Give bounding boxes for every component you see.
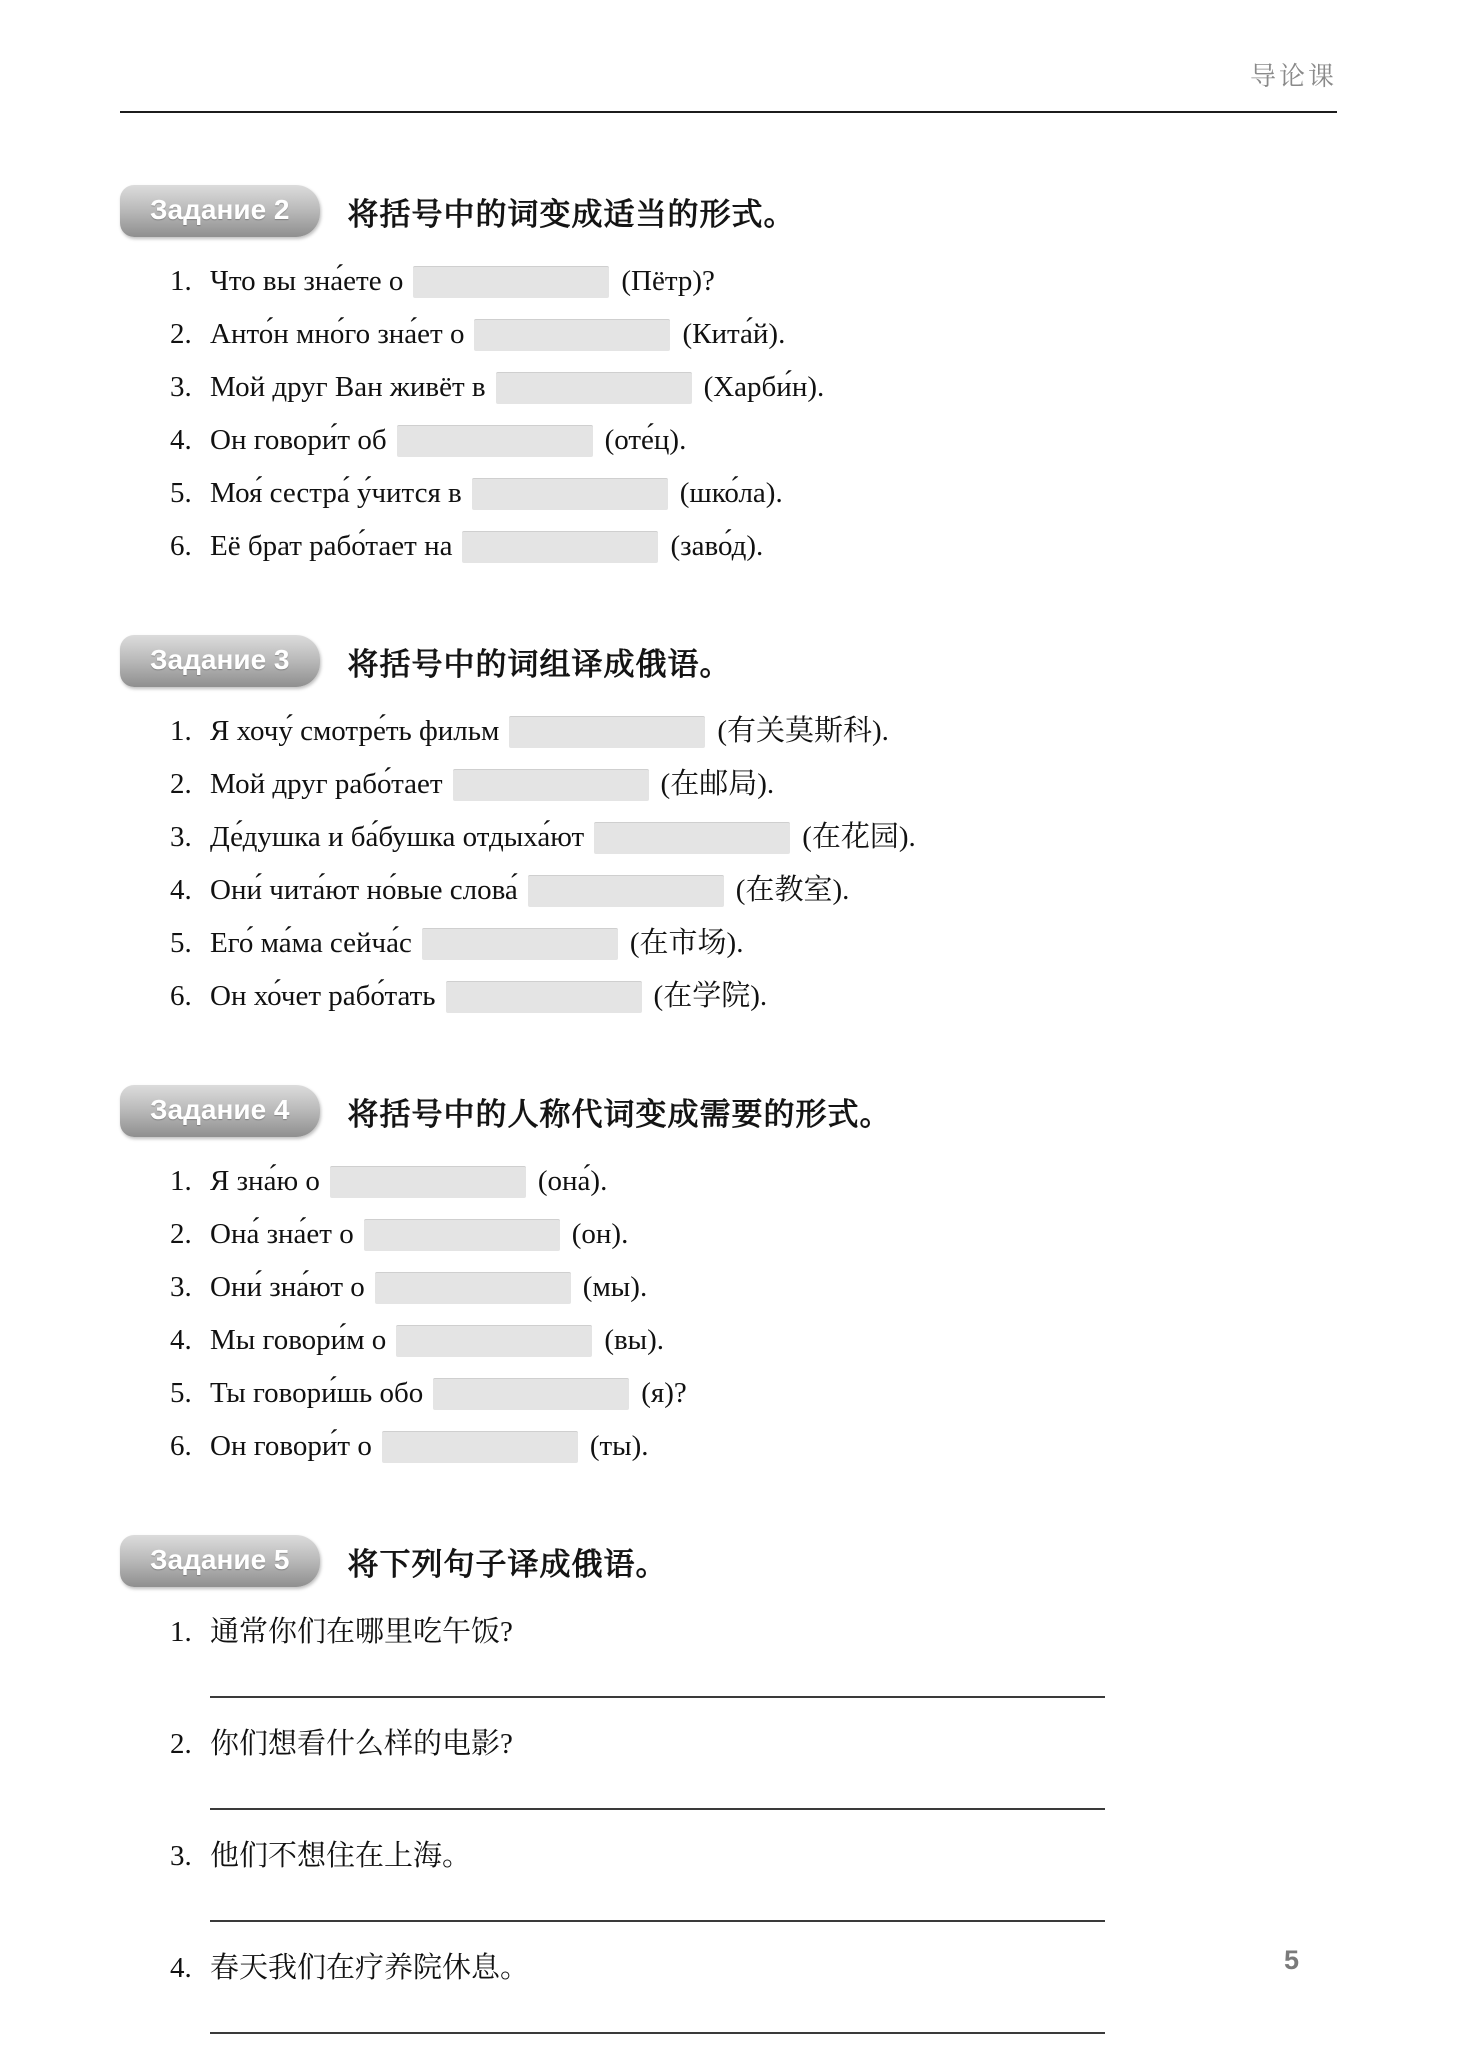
item-sentence [170,1950,1337,1986]
exercise-section [120,635,1337,1013]
item-text-before: Мой друг Ван живёт в [210,371,486,403]
answer-line [210,1920,1105,1922]
item-text-before: Де́душка и ба́бушка отдыха́ют [210,821,585,853]
item-number: 2. [170,318,192,350]
exercise-item [170,979,1337,1013]
task-badge: Задание 2 [120,185,320,237]
fill-in-blank [397,425,593,457]
exercise-item [170,264,1337,298]
item-text: 春天我们在疗养院休息。 [210,1952,530,1984]
item-number: 3. [170,821,192,853]
item-number: 1. [170,715,192,747]
fill-in-blank [422,928,618,960]
item-text: 他们不想住在上海。 [210,1840,472,1872]
exercise-item [170,1217,1337,1251]
task-title: 将括号中的词组译成俄语。 [347,646,732,682]
section-head [120,1085,1337,1137]
item-text: 你们想看什么样的电影? [210,1728,513,1760]
item-text-before: Что вы зна́ете о [210,265,404,297]
item-hint: (оте́ц). [604,424,687,456]
item-number: 3. [170,371,192,403]
exercise-item [170,423,1337,457]
item-hint: (Пётр)? [621,265,715,297]
exercise-item [170,926,1337,960]
item-number: 5. [170,927,192,959]
item-number: 4. [170,424,192,456]
exercise-item [170,1614,1337,1698]
fill-in-blank [375,1272,571,1304]
item-text-before: Его́ ма́ма сейча́с [210,927,412,959]
fill-in-blank [472,478,668,510]
exercise-item [170,873,1337,907]
item-number: 4. [170,1324,192,1356]
item-text-before: Он говори́т об [210,424,387,456]
fill-in-blank [528,875,724,907]
exercise-item [170,476,1337,510]
task-items [170,1614,1337,2034]
item-number: 5. [170,477,192,509]
item-text-before: Я хочу́ смотре́ть фильм [210,715,500,747]
exercise-section [120,185,1337,563]
exercise-item [170,767,1337,801]
task-items [170,264,1337,563]
fill-in-blank [462,531,658,563]
answer-line [210,2032,1105,2034]
item-text-before: Они́ зна́ют о [210,1271,365,1303]
exercise-item [170,1164,1337,1198]
exercise-item [170,317,1337,351]
answer-line [210,1808,1105,1810]
item-text: 通常你们在哪里吃午饭? [210,1616,513,1648]
item-text-before: Ты говори́шь обо [210,1377,424,1409]
item-text-before: Мы говори́м о [210,1324,387,1356]
exercise-item [170,1950,1337,2034]
item-number: 3. [170,1271,192,1303]
item-text-before: Анто́н мно́го зна́ет о [210,318,465,350]
task-title: 将括号中的词变成适当的形式。 [347,196,796,232]
answer-line [210,1696,1105,1698]
exercise-item [170,1429,1337,1463]
item-sentence [170,1726,1337,1762]
item-number: 4. [170,874,192,906]
fill-in-blank [509,716,705,748]
item-hint: (Кита́й). [682,318,786,350]
item-hint: (заво́д). [670,530,764,562]
fill-in-blank [382,1431,578,1463]
item-sentence [170,1614,1337,1650]
fill-in-blank [496,372,692,404]
section-head [120,1535,1337,1587]
item-text-before: Мой друг рабо́тает [210,768,443,800]
item-number: 1. [170,1616,192,1648]
item-hint: (在学院). [653,980,768,1012]
item-number: 2. [170,768,192,800]
item-hint: (она́). [537,1165,608,1197]
exercise-item [170,1726,1337,1810]
task-items [170,714,1337,1013]
task-title: 将括号中的人称代词变成需要的形式。 [347,1096,892,1132]
item-hint: (在邮局). [660,768,775,800]
item-text-before: Она́ зна́ет о [210,1218,354,1250]
item-hint: (шко́ла). [679,477,783,509]
exercise-item [170,820,1337,854]
item-number: 1. [170,265,192,297]
item-hint: (在市场). [629,927,744,959]
fill-in-blank [396,1325,592,1357]
item-hint: (он). [571,1218,629,1250]
item-text-before: Моя́ сестра́ у́чится в [210,477,462,509]
task-badge: Задание 4 [120,1085,320,1137]
item-text-before: Он говори́т о [210,1430,372,1462]
fill-in-blank [474,319,670,351]
task-title: 将下列句子译成俄语。 [347,1546,668,1582]
item-number: 2. [170,1218,192,1250]
item-text-before: Они́ чита́ют но́вые слова́ [210,874,518,906]
item-hint: (вы). [604,1324,665,1356]
item-number: 2. [170,1728,192,1760]
exercise-item [170,1270,1337,1304]
item-text-before: Её брат рабо́тает на [210,530,453,562]
item-text-before: Я зна́ю о [210,1165,320,1197]
task-badge: Задание 3 [120,635,320,687]
exercise-item [170,370,1337,404]
item-number: 6. [170,1430,192,1462]
exercise-section [120,1535,1337,2034]
fill-in-blank [433,1378,629,1410]
fill-in-blank [453,769,649,801]
exercise-item [170,529,1337,563]
item-number: 1. [170,1165,192,1197]
item-hint: (я)? [641,1377,687,1409]
exercise-item [170,1323,1337,1357]
item-number: 3. [170,1840,192,1872]
fill-in-blank [330,1166,526,1198]
task-badge: Задание 5 [120,1535,320,1587]
fill-in-blank [446,981,642,1013]
page-number: 5 [1283,1945,1299,1975]
item-number: 5. [170,1377,192,1409]
exercise-item [170,714,1337,748]
item-hint: (在花园). [802,821,916,853]
fill-in-blank [594,822,790,854]
item-number: 4. [170,1952,192,1984]
item-number: 6. [170,530,192,562]
item-sentence [170,1838,1337,1874]
item-text-before: Он хо́чет рабо́тать [210,980,436,1012]
section-head [120,185,1337,237]
section-head [120,635,1337,687]
item-number: 6. [170,980,192,1012]
fill-in-blank [413,266,609,298]
item-hint: (ты). [589,1430,649,1462]
fill-in-blank [364,1219,560,1251]
exercise-sections [120,185,1337,2034]
item-hint: (有关莫斯科). [717,715,889,747]
item-hint: (在教室). [735,874,850,906]
exercise-item [170,1838,1337,1922]
task-items [170,1164,1337,1463]
page-header [120,56,1337,113]
item-hint: (Харби́н). [703,371,825,403]
item-hint: (мы). [582,1271,648,1303]
page-header-label: 导论课 [1249,61,1337,91]
exercise-item [170,1376,1337,1410]
exercise-section [120,1085,1337,1463]
